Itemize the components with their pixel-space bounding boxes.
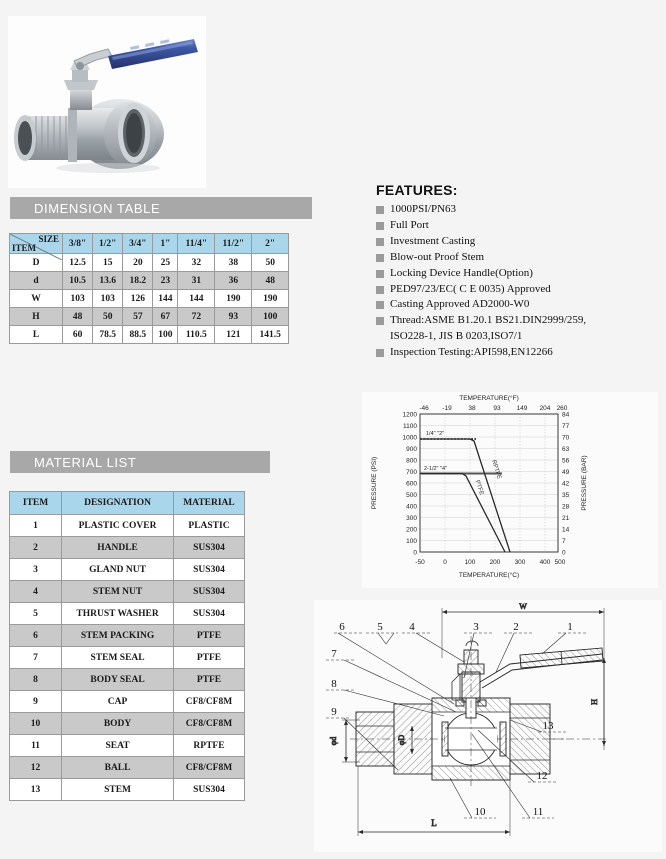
svg-text:400: 400: [406, 503, 417, 511]
feature-item: [376, 346, 656, 359]
feature-item: [376, 283, 656, 296]
dimension-cell: 15: [93, 254, 123, 272]
dimension-cell: 72: [178, 308, 215, 326]
assembly-drawing-svg: [314, 600, 662, 852]
svg-text:70: 70: [562, 434, 570, 442]
svg-text:700: 700: [406, 469, 417, 476]
dimension-row-label: D: [10, 254, 63, 272]
svg-text:260: 260: [556, 405, 568, 412]
table-row: [10, 559, 245, 581]
svg-text:14: 14: [562, 526, 570, 534]
table-row: [10, 272, 289, 290]
dimension-label-l: L: [431, 818, 437, 828]
callout-3: 3: [473, 621, 479, 633]
callout-8: 8: [331, 678, 337, 690]
corner-row-label: ITEM: [12, 243, 37, 253]
material-item-cell: 8: [10, 669, 62, 691]
dimension-row-label: W: [10, 290, 63, 308]
dimension-cell: 50: [93, 308, 123, 326]
callout-6: 6: [339, 621, 345, 633]
table-row: [10, 757, 245, 779]
size-header-cell: 11/2": [215, 234, 252, 254]
table-row: [10, 735, 245, 757]
feature-thread-continuation: ISO228-1, JIS B 0203,ISO7/1: [390, 330, 523, 343]
table-row: [10, 669, 245, 691]
material-designation-cell: STEM NUT: [62, 581, 174, 603]
feature-label: Full Port: [390, 218, 429, 231]
dimension-cell: 141.5: [252, 326, 289, 344]
material-header-item: ITEM: [10, 492, 62, 515]
dimension-label-h: H: [590, 699, 599, 705]
material-item-cell: 11: [10, 735, 62, 757]
svg-text:500: 500: [406, 492, 417, 499]
svg-text:0: 0: [562, 549, 566, 557]
chart-annotation-size-small: 1/4" "2": [426, 431, 445, 437]
material-designation-cell: SEAT: [62, 735, 174, 757]
chart-y-axis-right-title: PRESSURE (BAR): [581, 455, 588, 511]
dimension-cell: 121: [215, 326, 252, 344]
material-designation-cell: GLAND NUT: [62, 559, 174, 581]
svg-text:38: 38: [468, 405, 476, 412]
material-material-cell: PTFE: [173, 647, 244, 669]
callout-7: 7: [331, 648, 337, 660]
dimension-label-phi-d: φd: [329, 736, 338, 746]
svg-text:-46: -46: [419, 405, 429, 412]
dimension-cell: 23: [153, 272, 178, 290]
material-designation-cell: THRUST WASHER: [62, 603, 174, 625]
dimension-cell: 12.5: [63, 254, 93, 272]
size-header-cell: 1/2": [93, 234, 123, 254]
callout-2: 2: [513, 621, 519, 633]
svg-text:800: 800: [406, 457, 417, 465]
material-designation-cell: PLASTIC COVER: [62, 515, 174, 537]
size-header-cell: 11/4": [178, 234, 215, 254]
svg-text:42: 42: [562, 480, 570, 488]
feature-label: Casting Approved AD2000-W0: [390, 298, 530, 311]
svg-text:1000: 1000: [402, 434, 417, 442]
dimension-label-phi-D: φD: [397, 734, 406, 746]
dimension-cell: 100: [252, 308, 289, 326]
material-item-cell: 13: [10, 779, 62, 801]
dimension-banner-label: DIMENSION TABLE: [34, 200, 161, 216]
svg-text:-19: -19: [442, 405, 452, 412]
material-material-cell: PLASTIC: [173, 515, 244, 537]
corner-col-label: SIZE: [38, 234, 59, 244]
dimension-cell: 20: [123, 254, 153, 272]
table-row: [10, 515, 245, 537]
dimension-cell: 93: [215, 308, 252, 326]
svg-text:600: 600: [406, 480, 417, 488]
dimension-cell: 31: [178, 272, 215, 290]
svg-text:0: 0: [443, 559, 447, 566]
dimension-cell: 50: [252, 254, 289, 272]
svg-text:56: 56: [562, 457, 570, 465]
square-bullet-icon: [376, 270, 384, 278]
material-banner-label: MATERIAL LIST: [34, 454, 137, 470]
square-bullet-icon: [376, 301, 384, 309]
material-item-cell: 1: [10, 515, 62, 537]
svg-text:35: 35: [562, 492, 570, 499]
dimension-cell: 144: [153, 290, 178, 308]
material-material-cell: SUS304: [173, 603, 244, 625]
dimension-cell: 18.2: [123, 272, 153, 290]
ball-valve-photo-illustration: [8, 16, 206, 188]
svg-text:21: 21: [562, 515, 570, 522]
material-designation-cell: CAP: [62, 691, 174, 713]
svg-text:204: 204: [539, 405, 551, 412]
size-header-cell: 3/8": [63, 234, 93, 254]
feature-label: Thread:ASME B1.20.1 BS21.DIN2999/259,: [390, 314, 587, 327]
dimension-row-label: H: [10, 308, 63, 326]
material-designation-cell: STEM: [62, 779, 174, 801]
feature-label: Inspection Testing:API598,EN12266: [390, 345, 553, 358]
feature-item: [376, 219, 656, 232]
table-row: [10, 326, 289, 344]
material-material-cell: SUS304: [173, 559, 244, 581]
material-designation-cell: BODY: [62, 713, 174, 735]
dimension-cell: 126: [123, 290, 153, 308]
svg-text:28: 28: [562, 503, 570, 511]
svg-text:7: 7: [562, 538, 566, 545]
table-row: [10, 691, 245, 713]
dimension-cell: 144: [178, 290, 215, 308]
callout-12: 12: [536, 770, 548, 782]
callout-10: 10: [474, 806, 486, 818]
feature-item: [376, 235, 656, 248]
feature-item: [376, 203, 656, 216]
material-material-cell: CF8/CF8M: [173, 713, 244, 735]
svg-text:93: 93: [493, 405, 501, 412]
square-bullet-icon: [376, 222, 384, 230]
material-table-header-row: [10, 492, 245, 515]
square-bullet-icon: [376, 206, 384, 214]
material-designation-cell: STEM SEAL: [62, 647, 174, 669]
material-material-cell: SUS304: [173, 581, 244, 603]
material-material-cell: CF8/CF8M: [173, 757, 244, 779]
svg-text:149: 149: [516, 405, 528, 412]
dimension-table-header-row: [10, 234, 289, 254]
feature-label: PED97/23/EC( C E 0035) Approved: [390, 282, 551, 295]
dimension-cell: 36: [215, 272, 252, 290]
svg-text:77: 77: [562, 423, 570, 430]
chart-x-axis-fahrenheit-labels: [419, 405, 568, 412]
svg-text:300: 300: [406, 515, 417, 522]
dimension-cell: 32: [178, 254, 215, 272]
dimension-table: [9, 233, 289, 344]
pressure-temperature-chart: [362, 392, 658, 588]
svg-text:200: 200: [406, 526, 417, 534]
svg-text:1100: 1100: [403, 423, 417, 430]
svg-text:500: 500: [554, 559, 566, 566]
chart-x-axis-top-title: TEMPERATURE(°F): [459, 395, 519, 402]
material-header-material: MATERIAL: [173, 492, 244, 515]
material-material-cell: SUS304: [173, 779, 244, 801]
dimension-row-label: L: [10, 326, 63, 344]
feature-label: 1000PSI/PN63: [390, 203, 457, 215]
svg-text:100: 100: [406, 538, 417, 545]
square-bullet-icon: [376, 286, 384, 294]
table-row: [10, 779, 245, 801]
callout-11: 11: [532, 806, 544, 818]
svg-text:100: 100: [464, 559, 476, 566]
features-title: FEATURES:: [376, 182, 458, 198]
feature-label: Locking Device Handle(Option): [390, 266, 533, 279]
material-item-cell: 12: [10, 757, 62, 779]
table-row: [10, 713, 245, 735]
material-item-cell: 6: [10, 625, 62, 647]
feature-item: [376, 251, 656, 264]
dimension-table-banner: [10, 197, 312, 219]
pressure-temperature-chart-svg: [362, 392, 658, 588]
dimension-table-corner-cell: [10, 234, 63, 254]
material-item-cell: 5: [10, 603, 62, 625]
material-material-cell: SUS304: [173, 537, 244, 559]
material-list-table: [9, 491, 245, 801]
callout-4: 4: [409, 621, 415, 633]
material-item-cell: 10: [10, 713, 62, 735]
material-material-cell: PTFE: [173, 625, 244, 647]
table-row: [10, 290, 289, 308]
dimension-cell: 78.5: [93, 326, 123, 344]
material-item-cell: 2: [10, 537, 62, 559]
dimension-label-w: W: [519, 602, 527, 611]
dimension-cell: 103: [93, 290, 123, 308]
svg-text:49: 49: [562, 469, 570, 476]
dimension-cell: 60: [63, 326, 93, 344]
svg-text:-50: -50: [415, 559, 425, 566]
callout-5: 5: [377, 621, 383, 633]
square-bullet-icon: [376, 349, 384, 357]
feature-label: Blow-out Proof Stem: [390, 250, 485, 263]
svg-text:84: 84: [562, 411, 570, 419]
table-row: [10, 537, 245, 559]
table-row: [10, 647, 245, 669]
square-bullet-icon: [376, 317, 384, 325]
material-item-cell: 7: [10, 647, 62, 669]
material-material-cell: RPTFE: [173, 735, 244, 757]
dimension-cell: 190: [215, 290, 252, 308]
dimension-cell: 103: [63, 290, 93, 308]
table-row: [10, 625, 245, 647]
table-row: [10, 581, 245, 603]
dimension-cell: 48: [252, 272, 289, 290]
dimension-cell: 10.5: [63, 272, 93, 290]
product-photo: [8, 16, 206, 188]
material-header-designation: DESIGNATION: [62, 492, 174, 515]
material-designation-cell: HANDLE: [62, 537, 174, 559]
chart-series-label-rptfe: RPTFE: [490, 459, 502, 480]
material-item-cell: 3: [10, 559, 62, 581]
table-row: [10, 308, 289, 326]
svg-text:900: 900: [406, 446, 417, 453]
dimension-cell: 25: [153, 254, 178, 272]
dimension-cell: 110.5: [178, 326, 215, 344]
svg-text:400: 400: [539, 559, 551, 566]
feature-item: [376, 298, 656, 311]
material-item-cell: 9: [10, 691, 62, 713]
dimension-cell: 13.6: [93, 272, 123, 290]
dimension-cell: 100: [153, 326, 178, 344]
size-header-cell: 2": [252, 234, 289, 254]
callout-13: 13: [542, 720, 554, 732]
dimension-cell: 38: [215, 254, 252, 272]
material-item-cell: 4: [10, 581, 62, 603]
material-designation-cell: BALL: [62, 757, 174, 779]
dimension-cell: 190: [252, 290, 289, 308]
svg-text:63: 63: [562, 446, 570, 453]
feature-label: Investment Casting: [390, 234, 476, 247]
chart-y-axis-left-title: PRESSURE (PSI): [371, 456, 378, 510]
features-section: [376, 182, 656, 362]
assembly-drawing: [314, 600, 662, 852]
callout-9: 9: [331, 706, 337, 718]
feature-item: [376, 267, 656, 280]
square-bullet-icon: [376, 238, 384, 246]
chart-series-label-ptfe: PTFE: [473, 479, 485, 496]
size-header-cell: 1": [153, 234, 178, 254]
svg-text:1200: 1200: [402, 411, 417, 419]
dimension-row-label: d: [10, 272, 63, 290]
material-designation-cell: BODY SEAL: [62, 669, 174, 691]
callout-1: 1: [567, 621, 573, 633]
dimension-cell: 48: [63, 308, 93, 326]
chart-x-axis-bottom-title: TEMPERATURE(°C): [458, 572, 520, 579]
material-material-cell: PTFE: [173, 669, 244, 691]
table-row: [10, 603, 245, 625]
dimension-cell: 88.5: [123, 326, 153, 344]
dimension-cell: 67: [153, 308, 178, 326]
square-bullet-icon: [376, 254, 384, 262]
svg-text:0: 0: [413, 549, 417, 557]
dimension-cell: 57: [123, 308, 153, 326]
feature-item: [376, 314, 656, 327]
material-material-cell: CF8/CF8M: [173, 691, 244, 713]
size-header-cell: 3/4": [123, 234, 153, 254]
svg-text:200: 200: [489, 559, 501, 566]
material-designation-cell: STEM PACKING: [62, 625, 174, 647]
chart-annotation-size-large: 2-1/2" "4": [424, 466, 447, 472]
svg-text:300: 300: [514, 559, 526, 566]
material-list-banner: [10, 451, 270, 473]
